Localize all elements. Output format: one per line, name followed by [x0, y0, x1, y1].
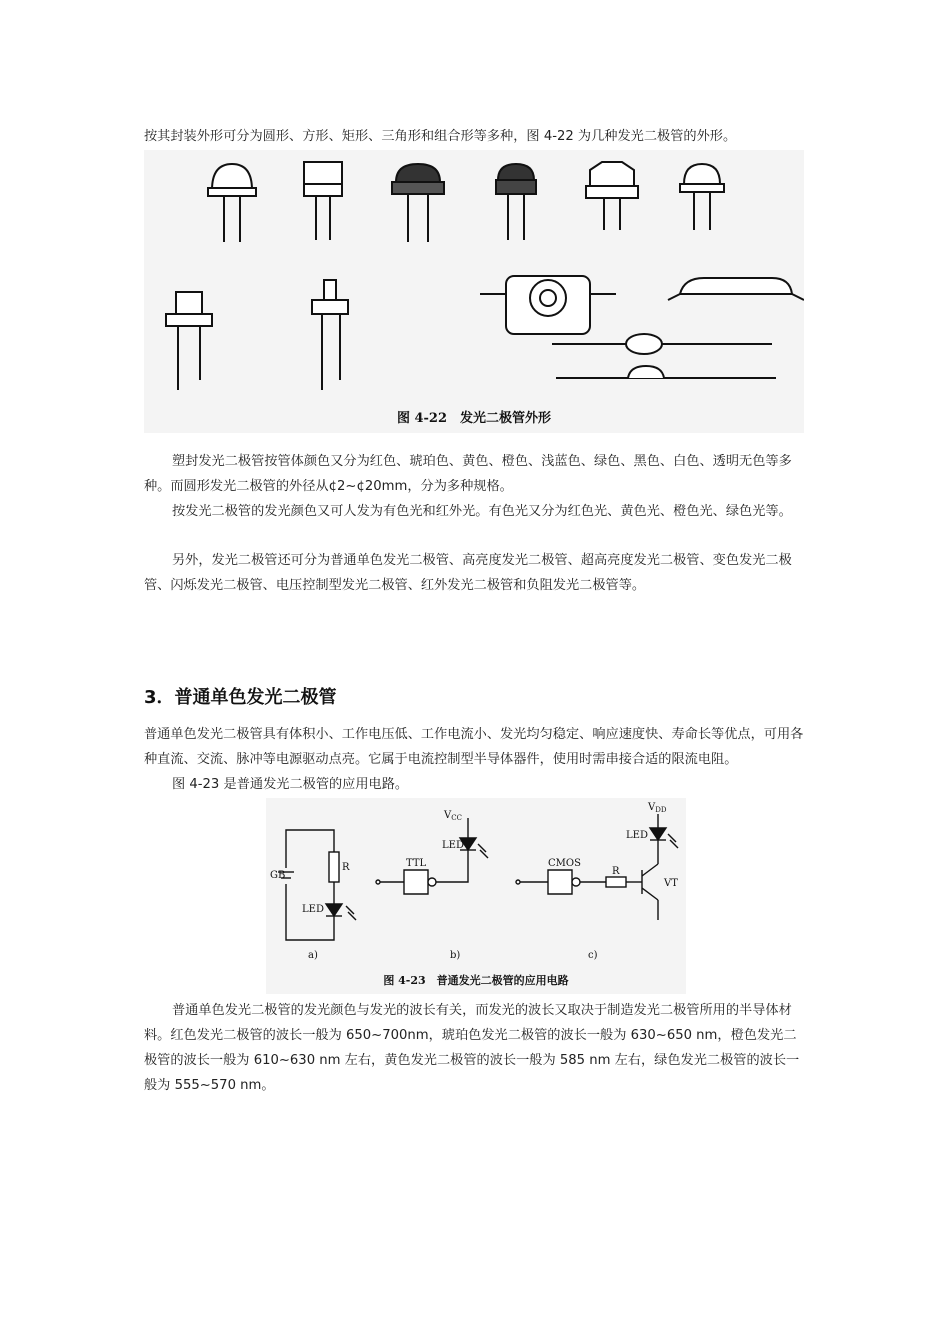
body-paragraph-colors: 塑封发光二极管按管体颜色又分为红色、琥珀色、黄色、橙色、浅蓝色、绿色、黑色、白色、透明无色等多种。而圆形发光二极管的外径从¢2~¢20mm，分为多种规格。 [144, 454, 792, 494]
figure-4-23 [266, 798, 686, 994]
led-circuits-drawing [266, 798, 686, 994]
label-led-a: LED [302, 904, 324, 915]
label-gb: GB [270, 870, 286, 881]
label-a: a) [308, 950, 318, 961]
section-heading: 3．普通单色发光二极管 [144, 687, 337, 708]
label-r-c: R [612, 866, 620, 877]
label-c: c) [588, 950, 598, 961]
body-paragraph-advantages: 普通单色发光二极管具有体积小、工作电压低、工作电流小、发光均匀稳定、响应速度快、寿命长等优点，可用各种直流、交流、脉冲等电源驱动点亮。它属于电流控制型半导体器件，使用时需串接合适的限流电阻。 [144, 727, 804, 767]
body-paragraph-wavelength: 普通单色发光二极管的发光颜色与发光的波长有关，而发光的波长又取决于制造发光二极管所用的半导体材料。红色发光二极管的波长一般为 650~700nm，琥珀色发光二极管的波长一般为 630~650 nm，橙色发光二极管的波长一般为 610~630 nm 左右，黄色发光二极管的波长一般为 585 nm 左右，绿色发光二极管的波长一般为 555~570 nm。 [144, 1003, 800, 1093]
figure-4-23-caption: 图 4-23 普通发光二极管的应用电路 [383, 974, 569, 987]
figure-4-22-caption: 图 4-22 发光二极管外形 [396, 411, 552, 426]
label-led-c: LED [626, 830, 648, 841]
body-paragraph-light-types: 按发光二极管的发光颜色又可人发为有色光和红外光。有色光又分为红色光、黄色光、橙色光、绿色光等。 [172, 504, 792, 519]
label-cmos: CMOS [548, 858, 581, 869]
label-ttl: TTL [406, 858, 427, 869]
body-paragraph-led-kinds: 另外，发光二极管还可分为普通单色发光二极管、高亮度发光二极管、超高亮度发光二极管、变色发光二极管、闪烁发光二极管、电压控制型发光二极管、红外发光二极管和负阻发光二极管等。 [144, 553, 792, 593]
label-led-b: LED [442, 840, 464, 851]
label-vcc: $V_{CC}$ [444, 810, 462, 822]
led-outlines-drawing [144, 150, 804, 433]
figure-4-22 [144, 150, 804, 433]
body-paragraph-figure-ref: 图 4-23 是普通发光二极管的应用电路。 [172, 777, 409, 792]
intro-paragraph: 按其封装外形可分为圆形、方形、矩形、三角形和组合形等多种，图 4-22 为几种发光二极管的外形。 [144, 129, 737, 144]
label-vdd: $V_{DD}$ [648, 802, 667, 814]
label-b: b) [450, 950, 461, 961]
label-r-a: R [342, 862, 350, 873]
label-vt: VT [664, 878, 678, 889]
